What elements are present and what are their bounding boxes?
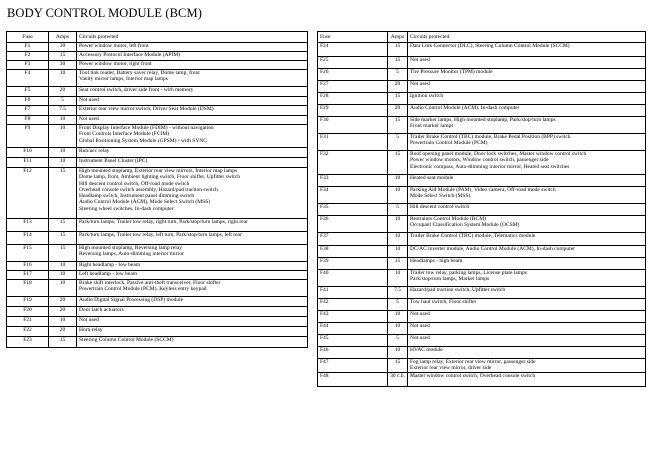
- table-row: [318, 233, 646, 246]
- circuits-cell: Tool link reader, Battery saver relay, Dome lamp, front Vanity mirror lamps, Interior map lamps: [77, 70, 308, 87]
- amps-cell: 15: [388, 57, 408, 69]
- fuse-cell: F19: [7, 297, 49, 307]
- header-circuits: Circuits protected: [408, 32, 646, 43]
- amps-cell: 15: [388, 359, 408, 373]
- fuse-cell: F31: [318, 134, 388, 151]
- fuse-cell: F5: [7, 87, 49, 97]
- fuse-cell: F38: [318, 246, 388, 258]
- table-row: [318, 57, 646, 69]
- circuits-cell: Hazard/pad traction switch, Upfitter switch: [408, 287, 646, 299]
- fuse-cell: F1: [7, 43, 49, 52]
- circuits-cell: Front Display Interface Module (FDIM) - without navigation Front Controls Interface Module (FCIM) Global Positioning System Module (GPSM) - with SYNC: [77, 125, 308, 148]
- table-row: [318, 258, 646, 270]
- circuits-cell: Brake shift interlock, Passive anti-theft transceiver, Floor shifter Powertrain Control Module (PCM), Keyless entry keypad: [77, 280, 308, 297]
- fuse-cell: F34: [318, 187, 388, 204]
- circuits-cell: DC/AC inverter module, Audio Control Module (ACM), In-dash computer: [408, 246, 646, 258]
- circuits-cell: Power window motor, left front: [77, 43, 308, 52]
- circuits-cell: Audio Control Module (ACM), In-dash computer: [408, 105, 646, 117]
- amps-cell: 20: [49, 297, 77, 307]
- amps-cell: 10: [49, 116, 77, 125]
- page-title: BODY CONTROL MODULE (BCM): [7, 6, 202, 20]
- circuits-cell: Not used: [77, 116, 308, 125]
- table-row: [318, 43, 646, 57]
- fuse-cell: F45: [318, 335, 388, 347]
- amps-cell: 30: [49, 43, 77, 52]
- circuits-cell: Left headlamp - low beam: [77, 271, 308, 280]
- amps-cell: 15: [388, 93, 408, 105]
- table-row: [7, 61, 308, 70]
- fuse-cell: F18: [7, 280, 49, 297]
- table-row: [318, 151, 646, 175]
- table-row: [7, 125, 308, 148]
- table-row: [318, 287, 646, 299]
- fuse-cell: F16: [7, 262, 49, 271]
- amps-cell: 15: [49, 245, 77, 262]
- fuse-cell: F44: [318, 323, 388, 335]
- amps-cell: 15: [388, 258, 408, 270]
- fuse-cell: F2: [7, 52, 49, 61]
- table-row: [318, 311, 646, 323]
- amps-cell: 5: [388, 335, 408, 347]
- circuits-cell: Accessory Protocol Interface Module (APIM): [77, 52, 308, 61]
- fuse-cell: F35: [318, 204, 388, 216]
- fuse-cell: F28: [318, 93, 388, 105]
- amps-cell: 15: [49, 337, 77, 348]
- amps-cell: 7.5: [49, 106, 77, 116]
- fuse-cell: F27: [318, 81, 388, 93]
- fuse-cell: F23: [7, 337, 49, 348]
- header-fuse: Fuse: [318, 32, 388, 43]
- amps-cell: 15: [49, 168, 77, 219]
- fuse-cell: F7: [7, 106, 49, 116]
- table-row: [318, 204, 646, 216]
- amps-cell: 10: [49, 317, 77, 327]
- table-row: [318, 299, 646, 311]
- fuse-cell: F12: [7, 168, 49, 219]
- table-row: [318, 93, 646, 105]
- table-row: [7, 271, 308, 280]
- table-row: [7, 158, 308, 168]
- circuits-cell: Right headlamp - low beam: [77, 262, 308, 271]
- amps-cell: 10: [49, 70, 77, 87]
- fuse-cell: F14: [7, 232, 49, 245]
- table-row: [7, 43, 308, 52]
- table-row: [7, 219, 308, 232]
- table-row: [318, 69, 646, 81]
- amps-cell: 5: [388, 69, 408, 81]
- fuse-cell: F21: [7, 317, 49, 327]
- table-row: [318, 216, 646, 233]
- circuits-cell: Park/turn lamps, Trailer tow relay, right turn, Park/stop/turn lamps, right rear: [77, 219, 308, 232]
- table-row: [318, 105, 646, 117]
- table-row: [318, 81, 646, 93]
- fuse-cell: F25: [318, 57, 388, 69]
- table-header-row: [318, 32, 646, 43]
- fuse-cell: F41: [318, 287, 388, 299]
- table-row: [318, 359, 646, 373]
- circuits-cell: Steering Column Control Module (SCCM): [77, 337, 308, 348]
- circuits-cell: Horn relay: [77, 327, 308, 337]
- amps-cell: 10: [388, 187, 408, 204]
- table-row: [318, 373, 646, 387]
- circuits-cell: Power window motor, right front: [77, 61, 308, 70]
- circuits-cell: Trailer Brake Control (TBC) module, Brake Pedal Position (BPP) switch Powertrain Control Module (PCM): [408, 134, 646, 151]
- amps-cell: 5: [388, 134, 408, 151]
- fuse-cell: F22: [7, 327, 49, 337]
- fuse-cell: F33: [318, 175, 388, 187]
- amps-cell: 10: [49, 280, 77, 297]
- table-row: [318, 323, 646, 335]
- table-row: [7, 232, 308, 245]
- table-row: [7, 168, 308, 219]
- amps-cell: 5: [388, 204, 408, 216]
- fuse-cell: F24: [318, 43, 388, 57]
- amps-cell: 10: [388, 270, 408, 287]
- amps-cell: 30: [49, 61, 77, 70]
- fuse-cell: F46: [318, 347, 388, 359]
- fuse-cell: F37: [318, 233, 388, 246]
- table-row: [318, 246, 646, 258]
- circuits-cell: Data Link Connector (DLC), Steering Column Control Module (SCCM): [408, 43, 646, 57]
- table-row: [7, 262, 308, 271]
- amps-cell: 20: [388, 81, 408, 93]
- fuse-cell: F9: [7, 125, 49, 148]
- circuits-cell: Hill descent control switch: [408, 204, 646, 216]
- circuits-cell: Roof opening panel module, Door lock switches, Master window control switch Power window motors, Window control switch, passenger side Electronic compass, Auto-dimming interior mirror, Heated seat switches: [408, 151, 646, 175]
- table-row: [318, 187, 646, 204]
- circuits-cell: Heated seat module: [408, 175, 646, 187]
- amps-cell: 10: [388, 175, 408, 187]
- circuits-cell: Not used: [77, 317, 308, 327]
- circuits-cell: High mounted stoplamp, Exterior rear view mirrors, Interior map lamps Dome lamp, front, Ambient lighting switch, Floor shifter, Upfitter switch Hill descent control switch, Off-road mode switch Overhead console switch assembly, Hazard/pad traction switch Headlamp switch, Instrument panel dimming switch Audio Control Module (ACM), Mode Select Switch (MSS) Steering wheel switches, In-dash computer: [77, 168, 308, 219]
- fuse-cell: F20: [7, 307, 49, 317]
- circuits-cell: Audio Digital Signal Processing (DSP) module: [77, 297, 308, 307]
- table-row: [7, 87, 308, 97]
- fuse-cell: F48: [318, 373, 388, 387]
- amps-cell: 15: [388, 117, 408, 134]
- amps-cell: 10: [49, 148, 77, 158]
- circuits-cell: Parking Aid Module (PAM), Video camera, Off-road mode switch Mode Select Switch (MSS): [408, 187, 646, 204]
- amps-cell: 10: [49, 158, 77, 168]
- amps-cell: 15: [49, 219, 77, 232]
- fuse-cell: F42: [318, 299, 388, 311]
- amps-cell: 15: [49, 232, 77, 245]
- table-row: [7, 337, 308, 348]
- fuse-cell: F36: [318, 216, 388, 233]
- fuse-cell: F10: [7, 148, 49, 158]
- table-row: [318, 134, 646, 151]
- table-row: [7, 327, 308, 337]
- circuits-cell: Fog lamp relay, Exterior rear view mirror, passenger side Exterior rear view mirror, driver side: [408, 359, 646, 373]
- table-row: [7, 245, 308, 262]
- amps-cell: 5: [49, 97, 77, 106]
- table-row: [318, 117, 646, 134]
- fuse-cell: F15: [7, 245, 49, 262]
- table-header-row: [7, 32, 308, 43]
- amps-cell: 30 c.b.: [388, 373, 408, 387]
- fuse-table-left: [6, 31, 308, 348]
- fuse-cell: F6: [7, 97, 49, 106]
- amps-cell: 7.5: [388, 287, 408, 299]
- circuits-cell: Ignition switch: [408, 93, 646, 105]
- circuits-cell: Not used: [408, 57, 646, 69]
- amps-cell: 10: [388, 233, 408, 246]
- amps-cell: 10: [388, 323, 408, 335]
- circuits-cell: Not used: [408, 81, 646, 93]
- circuits-cell: Side marker lamps, High mounted stoplamp, Park/stop/turn lamps Front marker lamps: [408, 117, 646, 134]
- amps-cell: 5: [388, 299, 408, 311]
- fuse-table-right: [317, 31, 646, 387]
- fuse-cell: F17: [7, 271, 49, 280]
- fuse-cell: F8: [7, 116, 49, 125]
- circuits-cell: Park/turn lamps, Trailer tow relay, left turn, Park/stop/turn lamps, left rear: [77, 232, 308, 245]
- amps-cell: 20: [388, 105, 408, 117]
- circuits-cell: Instrument Panel Cluster (IPC): [77, 158, 308, 168]
- table-row: [7, 106, 308, 116]
- fuse-cell: F47: [318, 359, 388, 373]
- table-row: [318, 175, 646, 187]
- amps-cell: 10: [49, 262, 77, 271]
- table-row: [318, 270, 646, 287]
- table-row: [7, 148, 308, 158]
- table-row: [318, 335, 646, 347]
- fuse-cell: F39: [318, 258, 388, 270]
- circuits-cell: Tow haul switch, Floor shifter: [408, 299, 646, 311]
- fuse-cell: F4: [7, 70, 49, 87]
- circuits-cell: Tire Pressure Monitor (TPM) module: [408, 69, 646, 81]
- circuits-cell: Not used: [408, 311, 646, 323]
- table-row: [7, 297, 308, 307]
- fuse-cell: F3: [7, 61, 49, 70]
- table-row: [7, 280, 308, 297]
- table-row: [7, 116, 308, 125]
- fuse-cell: F43: [318, 311, 388, 323]
- table-row: [318, 347, 646, 359]
- circuits-cell: Master window control switch, Overhead console switch: [408, 373, 646, 387]
- fuse-cell: F13: [7, 219, 49, 232]
- circuits-cell: HVAC module: [408, 347, 646, 359]
- fuse-cell: F30: [318, 117, 388, 134]
- circuits-cell: Restraints Control Module (RCM) Occupant Classification System Module (OCSM): [408, 216, 646, 233]
- circuits-cell: Door latch actuators: [77, 307, 308, 317]
- fuse-cell: F26: [318, 69, 388, 81]
- header-amps: Amps: [388, 32, 408, 43]
- amps-cell: 20: [49, 87, 77, 97]
- amps-cell: 10: [388, 347, 408, 359]
- fuse-cell: F29: [318, 105, 388, 117]
- table-row: [7, 317, 308, 327]
- circuits-cell: Trailer Brake Control (TBC) module, Telematics module: [408, 233, 646, 246]
- amps-cell: 20: [49, 327, 77, 337]
- table-row: [7, 97, 308, 106]
- fuse-cell: F32: [318, 151, 388, 175]
- circuits-cell: Seat control switch, driver side front - with memory: [77, 87, 308, 97]
- circuits-cell: Not used: [77, 97, 308, 106]
- header-amps: Amps: [49, 32, 77, 43]
- amps-cell: 10: [388, 246, 408, 258]
- amps-cell: 15: [388, 151, 408, 175]
- amps-cell: 10: [49, 271, 77, 280]
- circuits-cell: High mounted stoplamp, Reversing lamp relay Reversing lamps, Auto-dimming interior mirror: [77, 245, 308, 262]
- fuse-cell: F11: [7, 158, 49, 168]
- header-circuits: Circuits protected: [77, 32, 308, 43]
- header-fuse: Fuse: [7, 32, 49, 43]
- table-row: [7, 52, 308, 61]
- table-row: [7, 70, 308, 87]
- circuits-cell: Headlamps - high beam: [408, 258, 646, 270]
- circuits-cell: Trailer tow relay, parking lamps, License plate lamps Park/stop/turn lamps, Marker lamps: [408, 270, 646, 287]
- amps-cell: 15: [49, 52, 77, 61]
- circuits-cell: Not used: [408, 323, 646, 335]
- table-row: [7, 307, 308, 317]
- amps-cell: 20: [49, 307, 77, 317]
- amps-cell: 10: [388, 216, 408, 233]
- fuse-cell: F40: [318, 270, 388, 287]
- circuits-cell: Exterior rear view mirror switch, Driver Seat Module (DSM): [77, 106, 308, 116]
- amps-cell: 15: [388, 43, 408, 57]
- amps-cell: 10: [388, 311, 408, 323]
- circuits-cell: Run/acc relay: [77, 148, 308, 158]
- amps-cell: 10: [49, 125, 77, 148]
- circuits-cell: Not used: [408, 335, 646, 347]
